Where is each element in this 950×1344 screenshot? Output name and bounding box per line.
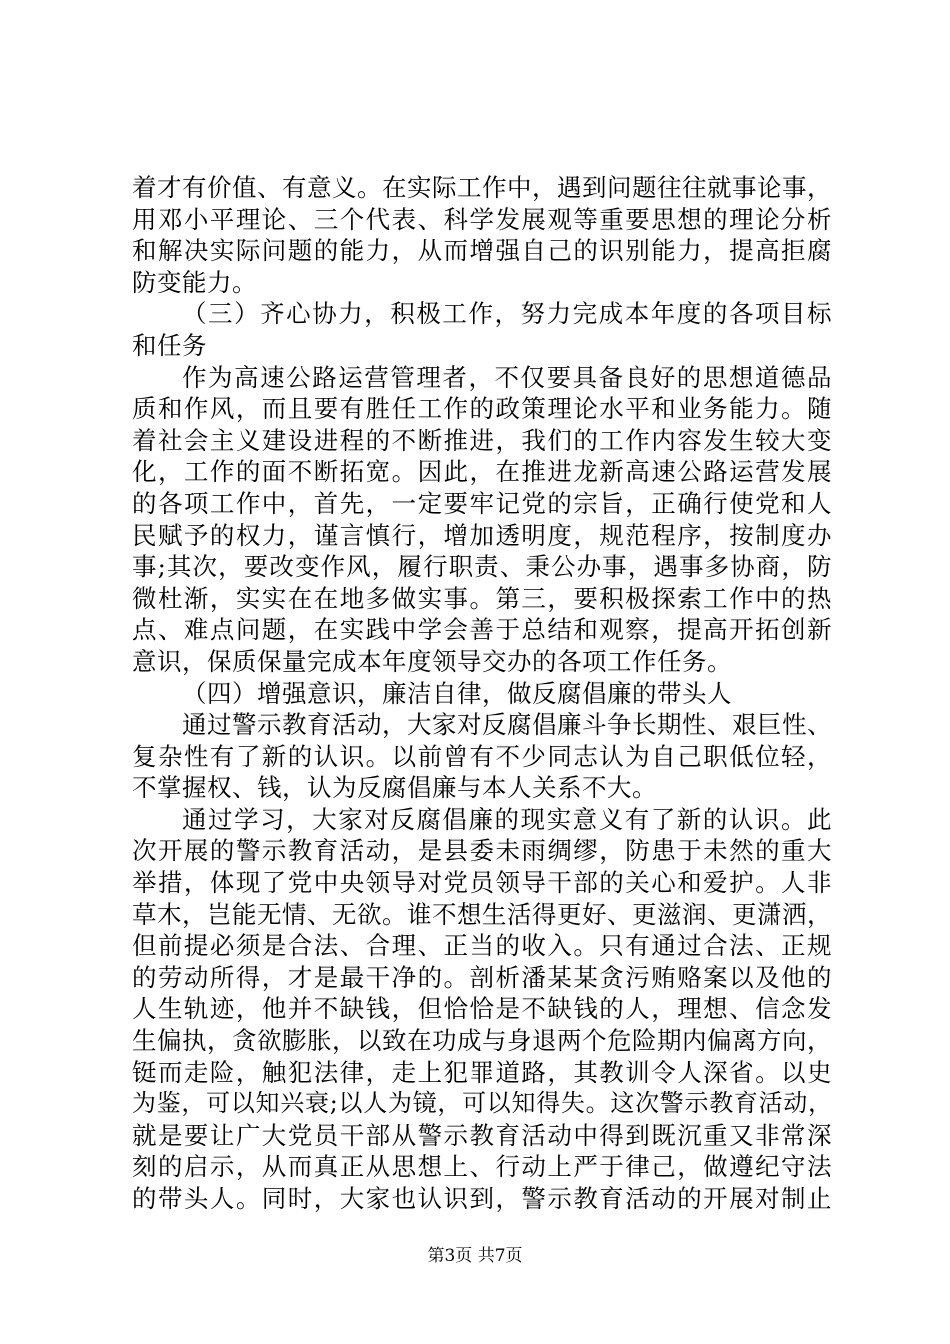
text-line: 质和作风，而且要有胜任工作的政策理论水平和业务能力。随 <box>132 394 832 424</box>
text-line: 作为高速公路运营管理者，不仅要具备良好的思想道德品 <box>182 362 832 392</box>
text-line: 刻的启示，从而真正从思想上、行动上严于律己，做遵纪守法 <box>132 1152 832 1182</box>
text-line: 就是要让广大党员干部从警示教育活动中得到既沉重又非常深 <box>132 1120 832 1150</box>
text-line: 的各项工作中，首先，一定要牢记党的宗旨，正确行使党和人 <box>132 488 832 518</box>
text-line: 民赋予的权力，谨言慎行，增加透明度，规范程序，按制度办 <box>132 520 832 550</box>
text-line: （三）齐心协力，积极工作，努力完成本年度的各项目标 <box>182 299 832 329</box>
text-line: 次开展的警示教育活动，是县委未雨绸缪，防患于未然的重大 <box>132 836 832 866</box>
text-line: 事;其次，要改变作风，履行职责、秉公办事，遇事多协商，防 <box>132 552 832 582</box>
page-number-footer: 第3页 共7页 <box>427 1246 523 1266</box>
text-line: 的劳动所得，才是最干净的。剖析潘某某贪污贿赂案以及他的 <box>132 962 832 992</box>
text-line: 着才有价值、有意义。在实际工作中，遇到问题往往就事论事， <box>132 173 832 202</box>
text-line: 生偏执，贪欲膨胀，以致在功成与身退两个危险期内偏离方向， <box>132 1026 832 1056</box>
text-line: 和解决实际问题的能力，从而增强自己的识别能力，提高拒腐 <box>132 236 832 266</box>
document-body <box>132 172 832 1215</box>
text-line: 草木，岂能无情、无欲。谁不想生活得更好、更滋润、更潇洒， <box>132 899 832 929</box>
text-line: （四）增强意识，廉洁自律，做反腐倡廉的带头人 <box>182 678 732 708</box>
text-line: 点、难点问题，在实践中学会善于总结和观察，提高开拓创新 <box>132 615 832 645</box>
text-line: 着社会主义建设进程的不断推进，我们的工作内容发生较大变 <box>132 425 832 455</box>
text-line: 通过警示教育活动，大家对反腐倡廉斗争长期性、艰巨性、 <box>182 710 832 740</box>
text-line: 为鉴，可以知兴衰;以人为镜，可以知得失。这次警示教育活动， <box>132 1089 832 1118</box>
text-line: 复杂性有了新的认识。以前曾有不少同志认为自己职低位轻， <box>132 741 832 771</box>
text-line: 铤而走险，触犯法律，走上犯罪道路，其教训令人深省。以史 <box>132 1057 832 1087</box>
text-line: 人生轨迹，他并不缺钱，但恰恰是不缺钱的人，理想、信念发 <box>132 994 832 1024</box>
text-line: 用邓小平理论、三个代表、科学发展观等重要思想的理论分析 <box>132 204 832 234</box>
text-line: 微杜渐，实实在在地多做实事。第三，要积极探索工作中的热 <box>132 583 832 613</box>
text-line: 举措，体现了党中央领导对党员领导干部的关心和爱护。人非 <box>132 868 832 898</box>
text-line: 但前提必须是合法、合理、正当的收入。只有通过合法、正规 <box>132 931 832 961</box>
text-line: 防变能力。 <box>132 267 257 297</box>
text-line: 不掌握权、钱，认为反腐倡廉与本人关系不大。 <box>132 773 657 803</box>
text-line: 化，工作的面不断拓宽。因此，在推进龙新高速公路运营发展 <box>132 457 832 487</box>
text-line: 通过学习，大家对反腐倡廉的现实意义有了新的认识。此 <box>182 804 832 834</box>
text-line: 的带头人。同时，大家也认识到，警示教育活动的开展对制止 <box>132 1184 832 1213</box>
text-line: 和任务 <box>132 330 207 360</box>
text-line: 意识，保质保量完成本年度领导交办的各项工作任务。 <box>132 646 732 676</box>
